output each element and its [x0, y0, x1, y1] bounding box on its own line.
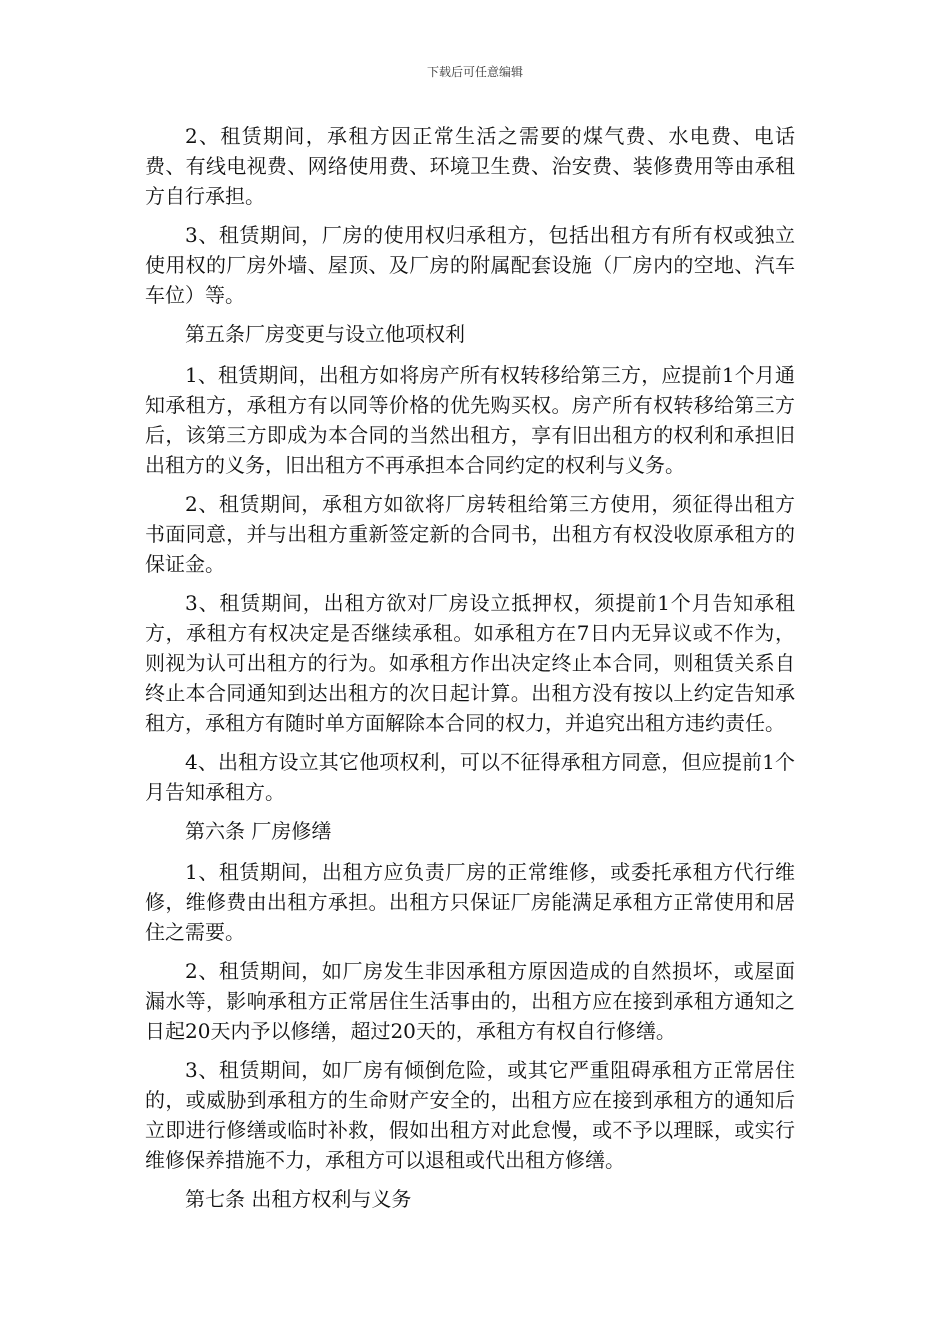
paragraph-clause-6-item-1: 1、租赁期间，出租方应负责厂房的正常维修，或委托承租方代行维修，维修费由出租方承担。出租方只保证厂房能满足承租方正常使用和居住之需要。 — [145, 860, 795, 944]
page-header-text: 下载后可任意编辑 — [426, 65, 523, 79]
paragraph-clause-6-item-2: 2、租赁期间，如厂房发生非因承租方原因造成的自然损坏，或屋面漏水等，影响承租方正常居住生活事由的，出租方应在接到承租方通知之日起20天内予以修缮，超过20天的，承租方有权自行修缮。 — [145, 959, 795, 1043]
paragraph-clause-5-item-3: 3、租赁期间，出租方欲对厂房设立抵押权，须提前1个月告知承租方，承租方有权决定是否继续承租。如承租方在7日内无异议或不作为，则视为认可出租方的行为。如承租方作出决定终止本合同，则租赁关系自终止本合同通知到达出租方的次日起计算。出租方没有按以上约定告知承租方，承租方有随时单方面解除本合同的权力，并追究出租方违约责任。 — [145, 591, 795, 735]
paragraph-clause-6-item-3: 3、租赁期间，如厂房有倾倒危险，或其它严重阻碍承租方正常居住的，或威胁到承租方的生命财产安全的，出租方应在接到承租方的通知后立即进行修缮或临时补救，假如出租方对此怠慢，或不予以理睬，或实行维修保养措施不力，承租方可以退租或代出租方修缮。 — [145, 1058, 795, 1172]
section-heading-article-7: 第七条 出租方权利与义务 — [185, 1187, 412, 1211]
paragraph-clause-4-item-2: 2、租赁期间，承租方因正常生活之需要的煤气费、水电费、电话费、有线电视费、网络使用费、环境卫生费、治安费、装修费用等由承租方自行承担。 — [145, 124, 795, 208]
paragraph-clause-4-item-3: 3、租赁期间，厂房的使用权归承租方，包括出租方有所有权或独立使用权的厂房外墙、屋顶、及厂房的附属配套设施（厂房内的空地、汽车车位）等。 — [145, 223, 795, 307]
section-heading-article-6: 第六条 厂房修缮 — [185, 819, 332, 843]
document-body — [145, 121, 795, 1225]
section-heading-article-5: 第五条厂房变更与设立他项权利 — [185, 322, 465, 346]
paragraph-clause-5-item-2: 2、租赁期间，承租方如欲将厂房转租给第三方使用，须征得出租方书面同意，并与出租方重新签定新的合同书，出租方有权没收原承租方的保证金。 — [145, 492, 795, 576]
paragraph-clause-5-item-4: 4、出租方设立其它他项权利，可以不征得承租方同意，但应提前1个月告知承租方。 — [145, 750, 795, 804]
paragraph-clause-5-item-1: 1、租赁期间，出租方如将房产所有权转移给第三方，应提前1个月通知承租方，承租方有以同等价格的优先购买权。房产所有权转移给第三方后，该第三方即成为本合同的当然出租方，享有旧出租方的权利和承担旧出租方的义务，旧出租方不再承担本合同约定的权利与义务。 — [145, 363, 795, 477]
